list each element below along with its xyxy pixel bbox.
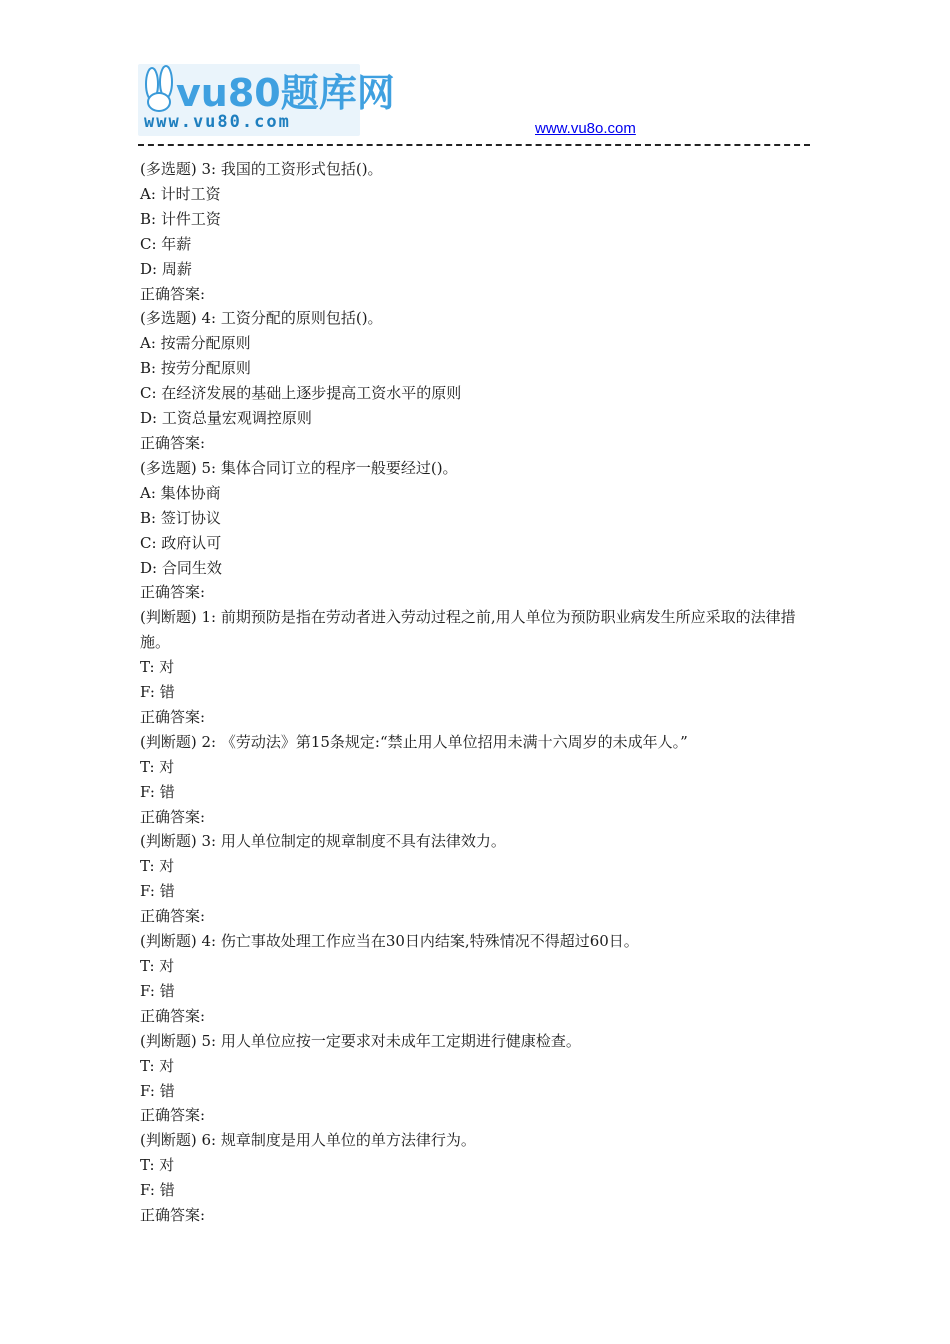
text-line: (判断题) 1: 前期预防是指在劳动者进入劳动过程之前,用人单位为预防职业病发生所应采取的法律措施。 xyxy=(140,608,796,652)
text-line: B: 计件工资 xyxy=(140,209,221,228)
text-line: T: 对 xyxy=(140,658,175,677)
text-line: A: 计时工资 xyxy=(140,184,221,203)
text-line: T: 对 xyxy=(140,757,175,776)
text-line: F: 错 xyxy=(140,882,175,901)
text-line: (多选题) 4: 工资分配的原则包括()。 xyxy=(140,309,383,328)
text-line: B: 按劳分配原则 xyxy=(140,359,251,378)
text-line: F: 错 xyxy=(140,1081,175,1100)
logo-wordmark: vu80题库网 xyxy=(176,71,395,115)
text-line: A: 按需分配原则 xyxy=(140,334,251,353)
text-line: (判断题) 3: 用人单位制定的规章制度不具有法律效力。 xyxy=(140,832,506,851)
text-line: 正确答案: xyxy=(140,583,206,602)
page-header xyxy=(138,64,810,148)
text-line: 正确答案: xyxy=(140,1106,206,1125)
text-line: F: 错 xyxy=(140,782,175,801)
text-line: (判断题) 2: 《劳动法》第15条规定:“禁止用人单位招用未满十六周岁的未成年人。” xyxy=(140,732,688,751)
text-line: (判断题) 4: 伤亡事故处理工作应当在30日内结案,特殊情况不得超过60日。 xyxy=(140,932,639,951)
text-line: 正确答案: xyxy=(140,907,206,926)
text-line: F: 错 xyxy=(140,1181,175,1200)
rabbit-logo-icon xyxy=(138,64,395,115)
text-line: (多选题) 3: 我国的工资形式包括()。 xyxy=(140,160,383,178)
text-line: T: 对 xyxy=(140,1156,175,1175)
text-line: T: 对 xyxy=(140,957,175,975)
site-logo[interactable] xyxy=(138,64,395,136)
logo-url: www.vu80.com xyxy=(144,112,291,132)
text-line: F: 错 xyxy=(140,683,175,702)
text-line: D: 合同生效 xyxy=(140,558,222,577)
dashed-divider xyxy=(138,144,810,146)
text-line: 正确答案: xyxy=(140,284,206,303)
text-line: T: 对 xyxy=(140,857,175,876)
text-line: T: 对 xyxy=(140,1056,175,1075)
text-line: D: 周薪 xyxy=(140,259,192,278)
text-line: 正确答案: xyxy=(140,707,206,726)
question-list xyxy=(140,157,812,1228)
text-line: 正确答案: xyxy=(140,1206,206,1225)
text-line: 正确答案: xyxy=(140,1006,206,1025)
text-line: 正确答案: xyxy=(140,807,206,826)
text-line: 正确答案: xyxy=(140,433,206,452)
text-line: A: 集体协商 xyxy=(140,483,221,502)
text-line: (多选题) 5: 集体合同订立的程序一般要经过()。 xyxy=(140,458,458,477)
text-line: F: 错 xyxy=(140,981,175,1000)
text-line: (判断题) 5: 用人单位应按一定要求对未成年工定期进行健康检查。 xyxy=(140,1031,581,1050)
text-line: (判断题) 6: 规章制度是用人单位的单方法律行为。 xyxy=(140,1131,476,1150)
site-link[interactable]: www.vu8o.com xyxy=(535,120,636,137)
text-line: C: 政府认可 xyxy=(140,533,222,552)
text-line: C: 在经济发展的基础上逐步提高工资水平的原则 xyxy=(140,384,462,403)
text-line: B: 签订协议 xyxy=(140,508,221,527)
text-line: C: 年薪 xyxy=(140,234,192,253)
text-line: D: 工资总量宏观调控原则 xyxy=(140,409,312,428)
